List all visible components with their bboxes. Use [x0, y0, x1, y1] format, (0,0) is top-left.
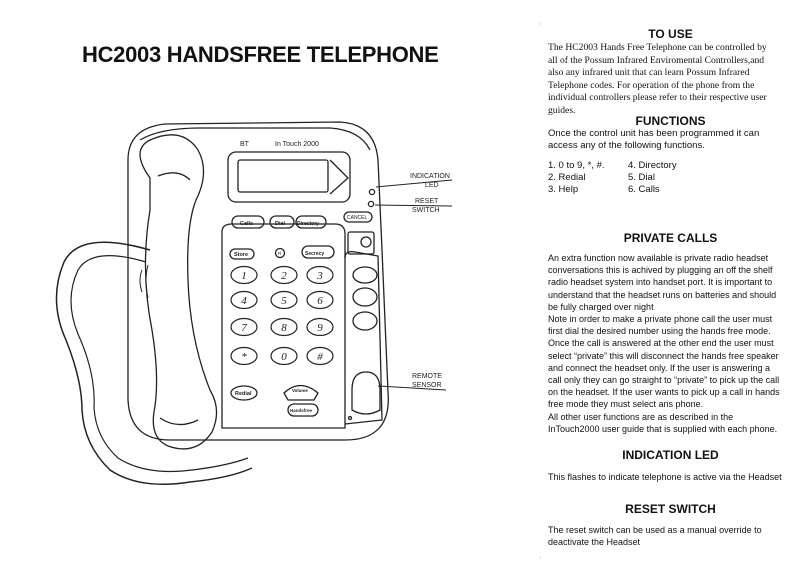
directory-label: Directory [297, 221, 319, 227]
private-calls-line: InTouch2000 user guide that is supplied with each phone. [548, 424, 778, 435]
handset [140, 135, 217, 449]
keypad-key-label: 5 [281, 295, 287, 307]
reset-callout-1: RESET [415, 198, 439, 205]
reset-switch-line-1: The reset switch can be used as a manual override to [548, 525, 762, 535]
side-button-2 [353, 288, 377, 306]
cancel-label: CANCEL [347, 215, 368, 221]
side-button-3 [353, 312, 377, 330]
functions-line-1: Once the control unit has been programmed it can [548, 128, 760, 139]
reset-callout-2: SWITCH [412, 207, 440, 214]
keypad-key-label: 1 [241, 270, 247, 282]
calls-label: Calls [240, 221, 254, 227]
to-use-line-1: The HC2003 Hands Free Telephone can be controlled by [548, 42, 767, 53]
function-item: 1. 0 to 9, *, #. [548, 160, 605, 171]
remote-sensor [352, 372, 380, 414]
handsfree-label: Handsfree [290, 408, 313, 413]
private-calls-line: first dial the desired number using the hands free mode. [548, 326, 771, 337]
private-calls-line: select “private” this will disconnect the hands free speaker [548, 350, 779, 361]
phone-model: In Touch 2000 [275, 141, 319, 148]
private-calls-line: An extra function now available is private radio headset [548, 253, 769, 263]
display-screen [238, 160, 328, 192]
right-panel: i TO USE The HC2003 Hands Free Telephone can be controlled by all of the Possum Infrared Enviromental Controllers,and also any infrared unit that can learn Possum Infrared Telephone codes. For operation of the phone from the individual controllers please refer to their respective user guides. FUNCTIONS Once the control unit has been programmed it can access any of the following functions. 1. 0 to 9, *, #. 4. Directory 2. Redial 5. Dial 3. Help 6. Calls PRIVATE CALLS An extra function now available is private radio headset conversations this is achived by plugging an off the shelf radio headset system into handset port. It is important to understand that the headset runs on batteries and should be fully charged over night Note in order to make a private phone call the user must first dial the desired number using the hands free mode. Once the call is answered at the other end the user must select “private” this will disconnect the hands free speaker and connect the headset only. If the user is answering a call only they can go straight to “private” to pick up the call on the headset. If the user wants to pick up a call in hands free mode they must select ans phone. All other user functions are as described in the InTouch2000 user guide that is supplied with each phone. INDICATION LED This flashes to indicate telephone is active via the Headset RESET SWITCH The reset switch can be used as a manual override to deactivate the Headset i [538, 0, 803, 574]
to-use-line-4: Telephone codes. For operation of the phone from the [548, 79, 755, 91]
side-button-1 [353, 267, 377, 283]
r-label: R [278, 251, 282, 256]
indication-led-text: This flashes to indicate telephone is active via the Headset [548, 472, 782, 482]
keypad-key-label: 9 [317, 322, 323, 334]
keypad-key-label: 0 [281, 351, 287, 363]
functions-list [548, 160, 748, 197]
indication-callout-2: LED [425, 182, 439, 189]
keypad-key-label: 6 [317, 295, 323, 307]
private-calls-line: radio headset system into handset port. It is important to [548, 277, 773, 288]
to-use-line-2: all of the Possum Infrared Enviromental Controllers,and [548, 54, 765, 66]
keypad-key-label: 2 [281, 270, 287, 282]
private-calls-line: Once the call is answered at the other end the user must [548, 338, 774, 349]
private-calls-line: and connect the headset only. If the user is answering a [548, 362, 770, 373]
private-calls-line: on the headset. If the user wants to pick up a call in hands [548, 387, 780, 398]
indication-led [369, 189, 374, 194]
functions-heading: FUNCTIONS [635, 114, 706, 128]
private-calls-line: Note in order to make a private phone call the user must [548, 314, 773, 324]
function-item: 3. Help [548, 184, 579, 196]
indication-led-heading: INDICATION LED [622, 448, 719, 462]
function-item: 2. Redial [548, 172, 586, 184]
to-use-line-5: individual controllers please refer to their respective user [548, 92, 767, 104]
keypad-key-label: 3 [317, 270, 323, 282]
handset-cord [56, 242, 252, 484]
secrecy-label: Secrecy [305, 251, 325, 257]
page-title: HC2003 HANDSFREE TELEPHONE [82, 42, 439, 67]
phone-top-ridge [140, 128, 370, 150]
phone-base [128, 122, 388, 440]
reset-switch-heading: RESET SWITCH [625, 502, 716, 516]
private-calls-line: be fully charged over night [548, 301, 654, 312]
private-calls-line: All other user functions are as described in the [548, 412, 734, 422]
keypad-key-label: 8 [281, 322, 287, 334]
private-calls-heading: PRIVATE CALLS [623, 231, 718, 245]
to-use-line-3: also any infrared unit that can learn Possum Infrared [548, 67, 750, 79]
keypad-key-label: * [241, 351, 247, 363]
private-calls-line: conversations this is achived by plugging an off the shelf [548, 265, 773, 276]
reset-switch-line-2: deactivate the Headset [548, 537, 641, 547]
volume-label: Volume [292, 388, 308, 393]
phone-brand: BT [240, 141, 249, 148]
keypad-key-label: 4 [241, 295, 247, 307]
function-item: 6. Calls [628, 184, 660, 196]
private-calls-line: free mode they must select ans phone. [548, 399, 704, 410]
indication-callout-1: INDICATION [410, 173, 450, 180]
keypad-key-label: # [317, 351, 323, 363]
store-label: Store [234, 252, 249, 258]
remote-callout-2: SENSOR [412, 382, 442, 389]
private-calls-line: understand that the headset runs on batteries and should [548, 289, 777, 300]
to-use-line-6: guides. [548, 105, 576, 116]
remote-callout-1: REMOTE [412, 373, 442, 380]
reset-switch [368, 201, 373, 206]
dial-label: Dial [275, 221, 286, 227]
to-use-heading: TO USE [648, 27, 693, 41]
function-item: 4. Directory [628, 160, 677, 171]
functions-line-2: access any of the following functions. [548, 140, 705, 151]
private-calls-line: call only they can go straight to “private” to pick up the call [548, 375, 780, 385]
function-item: 5. Dial [628, 172, 655, 184]
redial-label: Redial [235, 391, 252, 397]
keypad-key-label: 7 [241, 322, 247, 334]
